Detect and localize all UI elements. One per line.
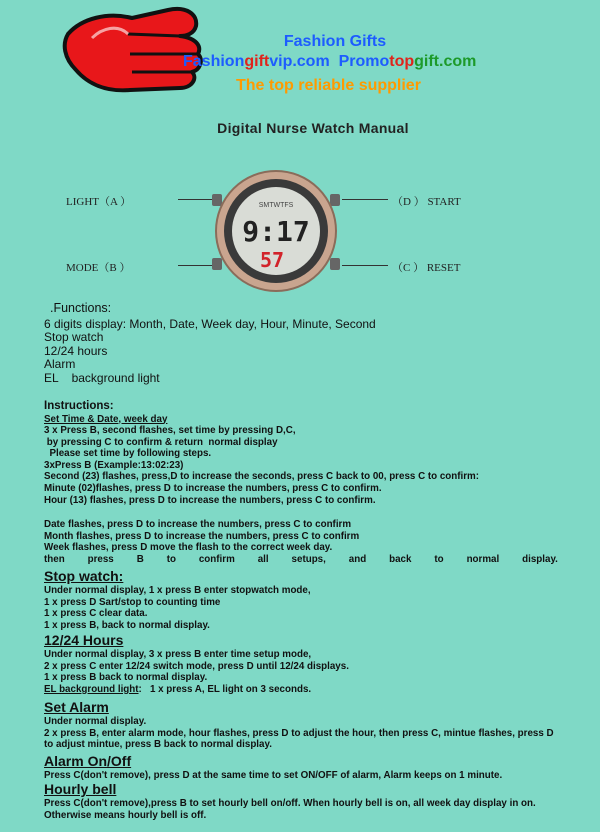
stopwatch-line: 1 x press C clear data. xyxy=(44,608,148,620)
stopwatch-line: 1 x press B, back to normal display. xyxy=(44,619,210,631)
alarm-heading: Set Alarm xyxy=(44,699,109,715)
hourly-line: Press C(don't remove),press B to set hourly bell on/off. When hourly bell is on, all week day display in on. xyxy=(44,798,536,809)
date-instructions xyxy=(44,519,558,565)
svg-text:57: 57 xyxy=(259,248,285,272)
instructions-subheading: Set Time & Date, week day xyxy=(44,413,168,425)
alarm-onoff-section xyxy=(44,753,502,782)
pointer-line xyxy=(342,265,388,266)
label-mode: MODE（B ） xyxy=(66,262,131,274)
instruction-line: Second (23) flashes, press,D to increase the seconds, press C back to 00, press C to confirm: xyxy=(44,471,480,483)
functions-line: Alarm xyxy=(44,357,76,372)
brand-part: gift.com xyxy=(414,53,477,70)
hours-line: Under normal display, 3 x press B enter time setup mode, xyxy=(44,649,312,660)
watch-image xyxy=(206,168,346,294)
stopwatch-line: 1 x press D Sart/stop to counting time xyxy=(44,596,221,608)
hours-line: 1 x press B back to normal display. xyxy=(44,672,208,684)
pointer-line xyxy=(342,199,388,200)
brand-part: vip.com xyxy=(269,53,330,70)
el-label: EL background light xyxy=(44,683,139,695)
instruction-line: Minute (02)flashes, press D to increase the numbers, press C to confirm. xyxy=(44,483,382,495)
label-start: （D ） START xyxy=(392,196,461,208)
instructions-section xyxy=(44,400,479,506)
word: B xyxy=(136,553,144,565)
word: to xyxy=(166,553,176,565)
hourly-line: Otherwise means hourly bell is off. xyxy=(44,809,207,821)
functions-heading: .Functions: xyxy=(50,301,112,315)
brand-part: Fashion xyxy=(183,53,245,70)
hourly-section xyxy=(44,781,536,821)
functions-section xyxy=(44,302,376,385)
button-c xyxy=(330,258,340,270)
instruction-line: Please set time by following steps. xyxy=(44,448,212,460)
word: press xyxy=(87,553,114,565)
instruction-line: Hour (13) flashes, press D to increase the numbers, press C to confirm. xyxy=(44,494,376,506)
instruction-line: 3xPress B (Example:13:02:23) xyxy=(44,459,184,471)
brand-part: Promo xyxy=(338,53,390,70)
svg-text:SMTWTFS: SMTWTFS xyxy=(258,202,294,209)
alarm-onoff-heading: Alarm On/Off xyxy=(44,753,132,769)
button-a xyxy=(212,194,222,206)
svg-text:9:17: 9:17 xyxy=(242,215,310,248)
alarm-onoff-line: Press C(don't remove), press D at the same time to set ON/OFF of alarm, Alarm keeps on 1 minute. xyxy=(44,770,503,781)
instruction-line: Date flashes, press D to increase the numbers, press C to confirm xyxy=(44,519,352,530)
hours-line: 2 x press C enter 12/24 switch mode, press D until 12/24 displays. xyxy=(44,660,349,672)
button-d xyxy=(330,194,340,206)
label-light: LIGHT（A ） xyxy=(66,196,132,208)
stopwatch-line: Under normal display, 1 x press B enter stopwatch mode, xyxy=(44,585,311,596)
word: then xyxy=(44,553,65,565)
functions-line: Stop watch xyxy=(44,330,104,345)
word: to xyxy=(434,553,444,565)
alarm-line: to adjust mintue, press B back to normal display. xyxy=(44,739,272,751)
brand-tagline: The top reliable supplier xyxy=(236,77,421,94)
functions-line: 12/24 hours xyxy=(44,343,108,358)
hours-heading: 12/24 Hours xyxy=(44,632,124,648)
stopwatch-section xyxy=(44,568,311,631)
word: back xyxy=(389,553,412,565)
instructions-heading: Instructions: xyxy=(44,400,114,412)
el-line xyxy=(44,684,349,696)
functions-line: EL background light xyxy=(44,370,160,385)
stopwatch-heading: Stop watch: xyxy=(44,568,124,584)
instruction-line: Month flashes, press D to increase the numbers, press C to confirm xyxy=(44,530,360,542)
brand-part: top xyxy=(389,53,415,70)
alarm-section xyxy=(44,699,554,751)
thumbs-up-hand-icon xyxy=(62,4,212,96)
alarm-line: 2 x press B, enter alarm mode, hour flashes, press D to adjust the hour, then press C, mintue flashes, press D xyxy=(44,727,554,739)
label-reset: （C ） RESET xyxy=(392,262,461,274)
button-b xyxy=(212,258,222,270)
el-text: : 1 x press A, EL light on 3 seconds. xyxy=(138,683,312,695)
word: and xyxy=(348,553,367,565)
instruction-line: by pressing C to confirm & return normal display xyxy=(44,436,278,448)
instruction-justified-line xyxy=(44,554,558,566)
brand-title: Fashion Gifts xyxy=(283,33,387,50)
word: confirm xyxy=(198,553,235,565)
alarm-line: Under normal display. xyxy=(44,716,147,727)
word: display. xyxy=(522,553,558,565)
word: all xyxy=(257,553,269,565)
word: setups, xyxy=(291,553,326,565)
hours-section xyxy=(44,632,349,695)
brand-part: gift xyxy=(244,53,270,70)
functions-line: 6 digits display: Month, Date, Week day, Hour, Minute, Second xyxy=(44,316,376,331)
page-title: Digital Nurse Watch Manual xyxy=(217,120,409,136)
word: normal xyxy=(466,553,500,565)
instruction-line: 3 x Press B, second flashes, set time by pressing D,C, xyxy=(44,425,296,437)
instruction-line: Week flashes, press D move the flash to the correct week day. xyxy=(44,542,333,554)
brand-websites[interactable] xyxy=(183,53,476,71)
hourly-heading: Hourly bell xyxy=(44,781,117,797)
